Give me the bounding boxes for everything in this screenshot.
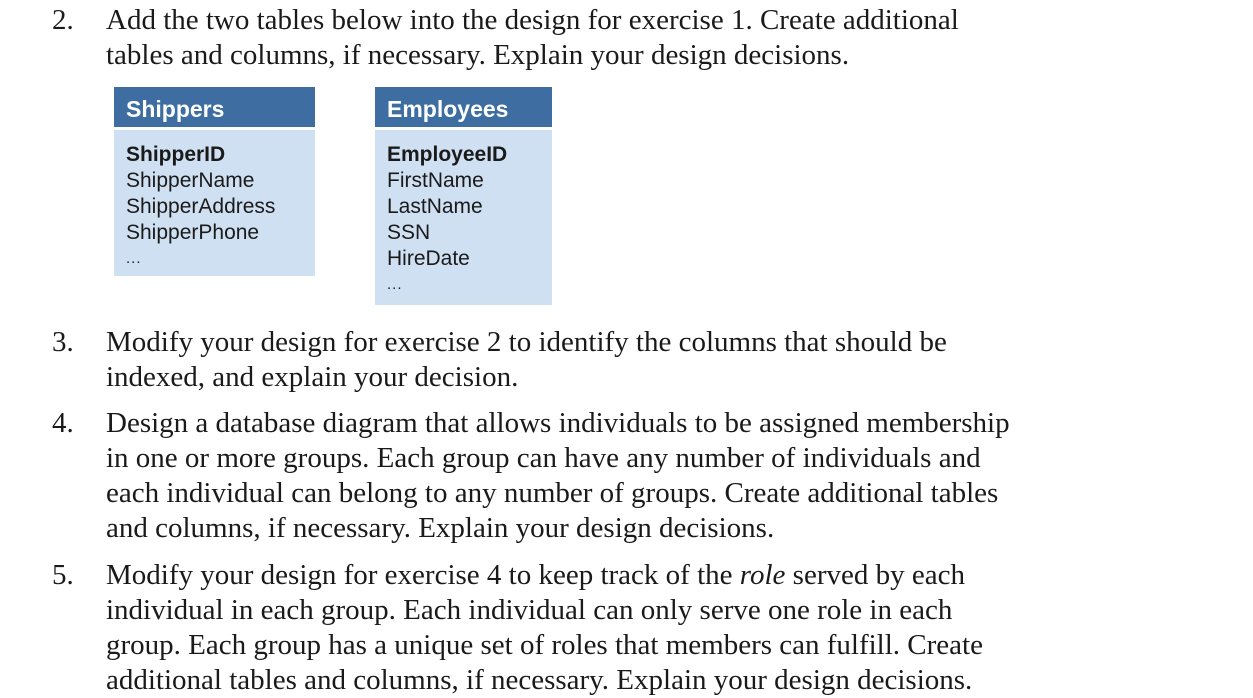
exercise-text-line: Modify your design for exercise 2 to identify the columns that should be	[106, 326, 947, 358]
table-column: LastName	[387, 195, 483, 218]
exercise-text-line	[106, 558, 1066, 593]
text-segment: Modify your design for exercise 4 to keep track of the	[106, 559, 740, 591]
table-title: Employees	[375, 87, 552, 127]
more-columns-ellipsis: ...	[387, 276, 403, 293]
exercise-text-line: group. Each group has a unique set of roles that members can fulfill. Create	[106, 629, 983, 661]
exercise-text	[106, 3, 1066, 73]
table-column: ShipperPhone	[126, 221, 260, 244]
primary-key-column: EmployeeID	[387, 143, 508, 166]
exercise-text-line: Add the two tables below into the design for exercise 1. Create additional	[106, 4, 959, 36]
exercise-text-line: individual in each group. Each individual can only serve one role in each	[106, 594, 953, 626]
exercise-text-line: additional tables and columns, if necessary. Explain your design decisions.	[106, 664, 973, 696]
exercise-text-line: indexed, and explain your decision.	[106, 361, 519, 393]
shippers-table	[114, 87, 315, 276]
employees-table	[375, 87, 552, 305]
primary-key-column: ShipperID	[126, 143, 226, 166]
table-column: FirstName	[387, 169, 484, 192]
table-column: ShipperAddress	[126, 195, 276, 218]
exercise-number: 4.	[52, 407, 74, 439]
exercise-number: 2.	[52, 4, 74, 36]
text-segment: served by each	[785, 559, 965, 591]
exercise-number: 5.	[52, 559, 74, 591]
exercise-text	[106, 325, 1066, 395]
exercise-text-line: in one or more groups. Each group can have any number of individuals and	[106, 442, 981, 474]
emphasized-word: role	[739, 559, 786, 591]
table-column: ShipperName	[126, 169, 255, 192]
table-column: SSN	[387, 221, 431, 244]
table-title: Shippers	[114, 87, 315, 127]
exercise-text-line: Design a database diagram that allows individuals to be assigned membership	[106, 407, 1010, 439]
exercise-text	[106, 558, 1066, 698]
exercise-number: 3.	[52, 326, 74, 358]
exercise-text-line: tables and columns, if necessary. Explain your design decisions.	[106, 39, 850, 71]
exercise-text-line: and columns, if necessary. Explain your design decisions.	[106, 512, 775, 544]
table-columns	[375, 130, 552, 305]
table-column: HireDate	[387, 247, 470, 270]
exercise-text-line: each individual can belong to any number of groups. Create additional tables	[106, 477, 999, 509]
more-columns-ellipsis: ...	[126, 250, 142, 267]
table-columns	[114, 130, 315, 276]
exercise-text	[106, 406, 1066, 546]
